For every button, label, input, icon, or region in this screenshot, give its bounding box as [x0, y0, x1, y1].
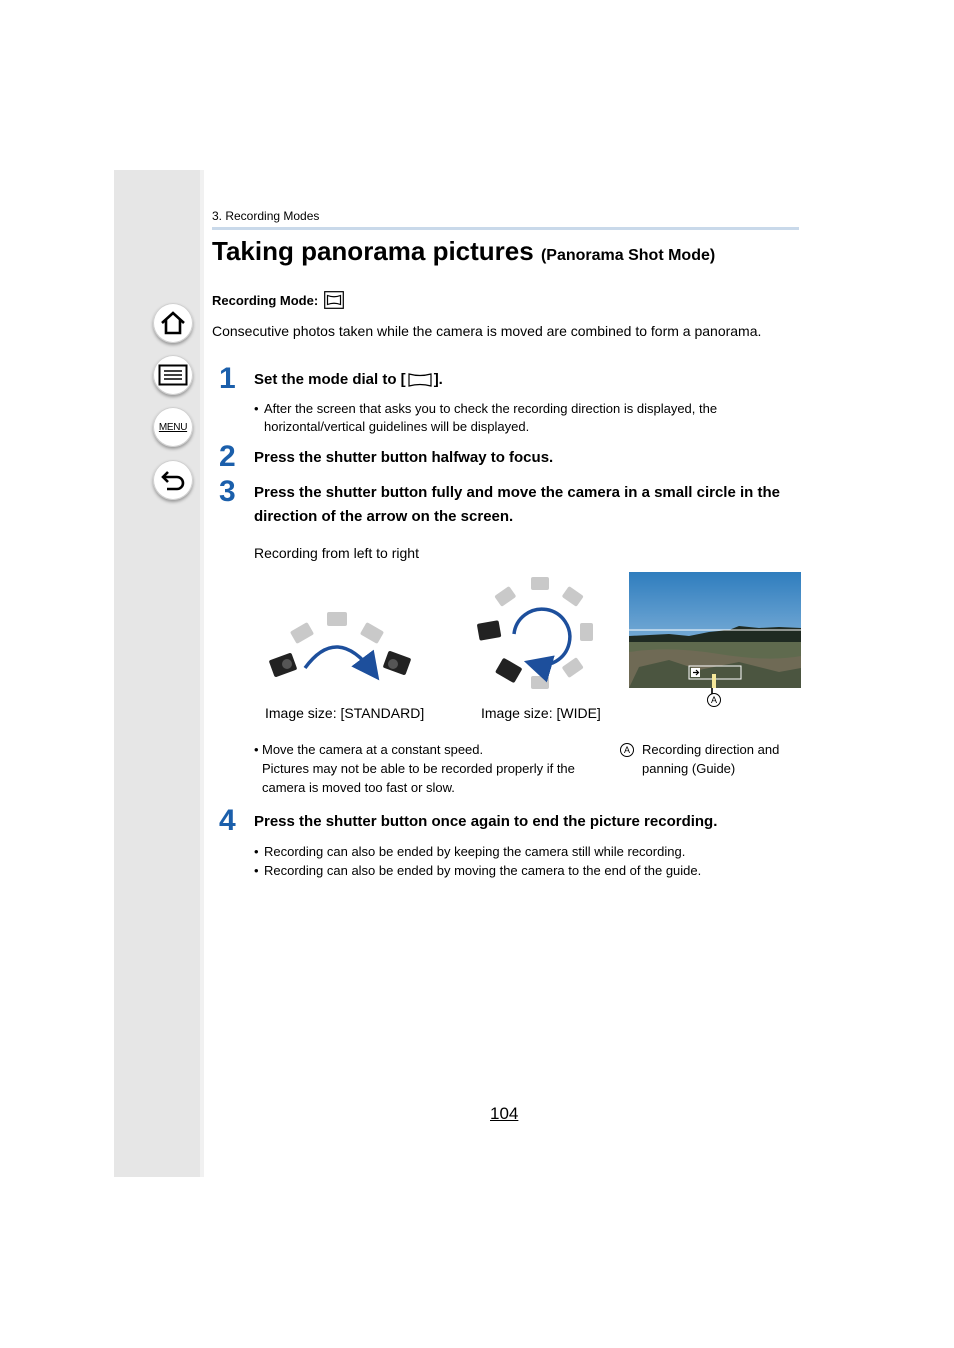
step-1-bullet: • After the screen that asks you to check the recording direction is displayed, the horizontal/vertical guidelines will be displayed.	[254, 400, 764, 436]
title-sub: (Panorama Shot Mode)	[540, 247, 716, 264]
step-3-note-bullet: Move the camera at a constant speed.	[262, 742, 484, 757]
step-1-heading-pre: Set the mode dial to [	[254, 371, 406, 388]
home-icon	[159, 310, 187, 336]
camera-start-icon	[477, 620, 502, 641]
back-button[interactable]	[153, 460, 193, 500]
back-icon	[159, 467, 187, 493]
camera-end-icon	[383, 650, 412, 675]
recording-mode-label: Recording Mode:	[212, 292, 319, 308]
panning-arrow	[514, 609, 570, 665]
callout-legend-marker: A	[620, 743, 634, 757]
camera-end-icon	[495, 658, 523, 684]
step-1-heading-post: ].	[433, 371, 443, 388]
wide-panning-diagram	[474, 574, 606, 700]
camera-start-icon	[269, 652, 298, 677]
list-item: • Recording can also be ended by keeping the camera still while recording.	[254, 844, 686, 859]
step-3-note: • Move the camera at a constant speed. Pictures may not be able to be recorded properly if the camera is moved too fast or slow.	[254, 740, 604, 797]
contents-list-icon	[158, 364, 188, 386]
panorama-screen-photo	[629, 572, 801, 688]
step-2-number: 2	[219, 440, 236, 473]
step-4-number: 4	[219, 804, 236, 837]
camera-faded-icon	[290, 612, 384, 644]
callout-legend-text: Recording direction and panning (Guide)	[642, 742, 780, 776]
page-number: 104	[490, 1104, 519, 1123]
contents-button[interactable]	[153, 355, 193, 395]
standard-panning-diagram	[265, 598, 425, 690]
caption-standard: Image size: [STANDARD]	[265, 705, 425, 721]
step-1-heading	[254, 368, 443, 392]
step-4-heading: Press the shutter button once again to end the picture recording.	[254, 813, 718, 830]
home-button[interactable]	[153, 303, 193, 343]
title-main: Taking panorama pictures	[212, 236, 534, 266]
callout-legend	[620, 740, 800, 778]
step-4-bullets	[254, 842, 794, 880]
list-item: • Recording can also be ended by moving the camera to the end of the guide.	[254, 863, 702, 878]
intro-text: Consecutive photos taken while the camera is moved are combined to form a panorama.	[212, 323, 762, 339]
panning-arrow	[305, 647, 373, 672]
recording-direction-label: Recording from left to right	[254, 545, 419, 561]
step-1-number: 1	[219, 362, 236, 395]
sidebar-edge	[200, 170, 204, 1177]
page-title	[212, 236, 715, 267]
panorama-mode-icon	[324, 291, 344, 309]
step-3-number: 3	[219, 475, 236, 508]
callout-marker-a: A	[707, 693, 721, 707]
step-2-heading: Press the shutter button halfway to focus.	[254, 449, 554, 466]
menu-button[interactable]	[153, 407, 193, 447]
header-rule	[212, 227, 799, 230]
caption-wide: Image size: [WIDE]	[481, 705, 601, 721]
breadcrumb: 3. Recording Modes	[212, 209, 320, 223]
step-1-bullet-text: After the screen that asks you to check the recording direction is displayed, the horizontal/vertical guidelines will be displayed.	[264, 401, 718, 434]
panorama-mode-icon	[407, 372, 433, 388]
step-3-heading: Press the shutter button fully and move the camera in a small circle in the direction of the arrow on the screen.	[254, 484, 780, 525]
menu-icon: MENU	[158, 421, 188, 433]
recording-mode	[212, 291, 344, 309]
step-3-note-cont: Pictures may not be able to be recorded properly if the camera is moved too fast or slow.	[262, 761, 575, 795]
